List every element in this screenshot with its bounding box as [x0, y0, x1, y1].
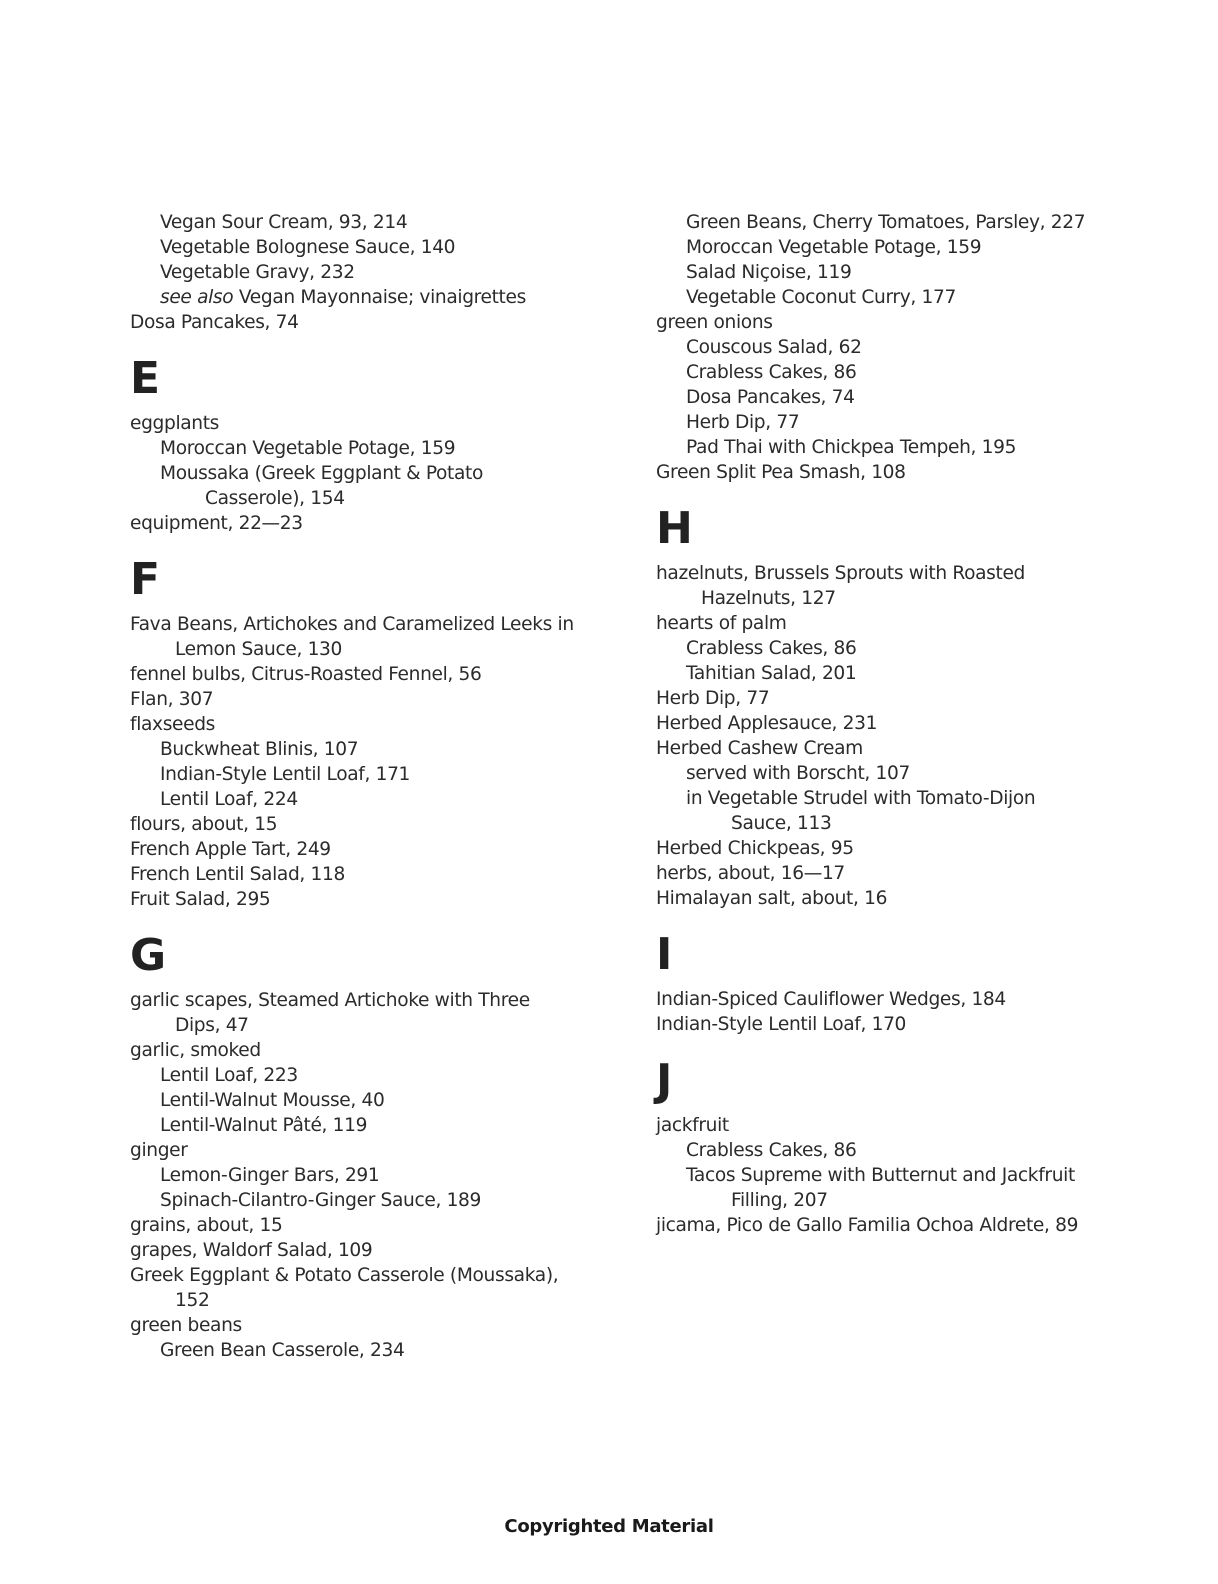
index-entry: French Lentil Salad, 118 — [130, 864, 345, 885]
index-entry: Himalayan salt, about, 16 — [656, 888, 888, 909]
index-subentry: Lentil-Walnut Pâté, 119 — [160, 1115, 368, 1136]
index-entry: Fava Beans, Artichokes and Caramelized Leeks in — [130, 614, 574, 635]
index-entry-continuation: Hazelnuts, 127 — [701, 588, 836, 609]
index-entry: green onions — [656, 312, 773, 333]
index-see-also — [130, 285, 610, 310]
index-entry: Fruit Salad, 295 — [130, 889, 271, 910]
index-entry: jackfruit — [656, 1115, 729, 1136]
section-letter-heading: G — [130, 930, 166, 981]
index-entry-continuation: Sauce, 113 — [731, 813, 832, 834]
index-subentry: Indian-Style Lentil Loaf, 171 — [160, 764, 411, 785]
index-entry: grains, about, 15 — [130, 1215, 283, 1236]
index-entry: flours, about, 15 — [130, 814, 278, 835]
index-entry: Herbed Chickpeas, 95 — [656, 838, 854, 859]
index-entry: fennel bulbs, Citrus-Roasted Fennel, 56 — [130, 664, 482, 685]
index-entry: Herbed Cashew Cream — [656, 738, 863, 759]
index-subentry: Tahitian Salad, 201 — [686, 663, 857, 684]
see-also-label: see also — [160, 287, 234, 308]
index-entry: Green Split Pea Smash, 108 — [656, 462, 906, 483]
index-subentry: Lemon-Ginger Bars, 291 — [160, 1165, 380, 1186]
index-entry: jicama, Pico de Gallo Familia Ochoa Aldrete, 89 — [656, 1215, 1079, 1236]
index-subentry: Vegetable Coconut Curry, 177 — [686, 287, 956, 308]
index-entry-continuation: Lemon Sauce, 130 — [175, 639, 343, 660]
index-subentry: Couscous Salad, 62 — [686, 337, 862, 358]
index-entry: flaxseeds — [130, 714, 216, 735]
index-subentry: Moussaka (Greek Eggplant & Potato — [160, 463, 484, 484]
index-entry: herbs, about, 16—17 — [656, 863, 845, 884]
index-subentry: Lentil Loaf, 223 — [160, 1065, 298, 1086]
index-subentry: Lentil-Walnut Mousse, 40 — [160, 1090, 385, 1111]
index-entry: green beans — [130, 1315, 242, 1336]
section-letter-heading: E — [130, 353, 160, 404]
index-subentry: Tacos Supreme with Butternut and Jackfruit — [686, 1165, 1075, 1186]
index-entry-continuation: Filling, 207 — [731, 1190, 828, 1211]
index-entry: French Apple Tart, 249 — [130, 839, 331, 860]
index-entry-continuation: Dips, 47 — [175, 1015, 249, 1036]
index-subentry: served with Borscht, 107 — [686, 763, 910, 784]
index-column-right — [656, 210, 1106, 1238]
index-entry: eggplants — [130, 413, 220, 434]
index-subentry: Green Bean Casserole, 234 — [160, 1340, 405, 1361]
section-letter-heading: F — [130, 554, 160, 605]
index-entry-continuation: Casserole), 154 — [205, 488, 345, 509]
index-entry: garlic, smoked — [130, 1040, 261, 1061]
index-subentry: Vegan Sour Cream, 93, 214 — [160, 212, 408, 233]
index-entry: Flan, 307 — [130, 689, 214, 710]
index-subentry: Green Beans, Cherry Tomatoes, Parsley, 227 — [686, 212, 1086, 233]
index-subentry: Buckwheat Blinis, 107 — [160, 739, 359, 760]
index-subentry: Crabless Cakes, 86 — [686, 1140, 857, 1161]
index-entry: Indian-Spiced Cauliflower Wedges, 184 — [656, 989, 1006, 1010]
index-subentry: Crabless Cakes, 86 — [686, 638, 857, 659]
index-subentry: in Vegetable Strudel with Tomato-Dijon — [686, 788, 1036, 809]
index-entry: Indian-Style Lentil Loaf, 170 — [656, 1014, 907, 1035]
index-entry: equipment, 22—23 — [130, 513, 303, 534]
index-entry: Herbed Applesauce, 231 — [656, 713, 878, 734]
index-entry: hazelnuts, Brussels Sprouts with Roasted — [656, 563, 1025, 584]
index-subentry: Pad Thai with Chickpea Tempeh, 195 — [686, 437, 1017, 458]
index-subentry: Dosa Pancakes, 74 — [686, 387, 855, 408]
section-letter-heading: J — [656, 1055, 672, 1106]
index-entry: ginger — [130, 1140, 188, 1161]
index-subentry: Moroccan Vegetable Potage, 159 — [160, 438, 456, 459]
index-entry: Greek Eggplant & Potato Casserole (Moussaka), — [130, 1265, 559, 1286]
index-subentry: Herb Dip, 77 — [686, 412, 800, 433]
index-subentry: Vegetable Gravy, 232 — [160, 262, 355, 283]
index-entry: Herb Dip, 77 — [656, 688, 770, 709]
index-subentry: Spinach-Cilantro-Ginger Sauce, 189 — [160, 1190, 482, 1211]
see-also-text: Vegan Mayonnaise; vinaigrettes — [233, 287, 526, 308]
index-subentry: Salad Niçoise, 119 — [686, 262, 852, 283]
index-entry: hearts of palm — [656, 613, 787, 634]
index-subentry: Moroccan Vegetable Potage, 159 — [686, 237, 982, 258]
section-letter-heading: H — [656, 503, 692, 554]
index-entry: grapes, Waldorf Salad, 109 — [130, 1240, 373, 1261]
index-subentry: Vegetable Bolognese Sauce, 140 — [160, 237, 456, 258]
index-entry-continuation: 152 — [175, 1290, 210, 1311]
section-letter-heading: I — [656, 929, 672, 980]
index-subentry: Lentil Loaf, 224 — [160, 789, 298, 810]
index-subentry: Crabless Cakes, 86 — [686, 362, 857, 383]
index-entry: garlic scapes, Steamed Artichoke with Three — [130, 990, 530, 1011]
index-column-left — [130, 210, 610, 1363]
index-entry: Dosa Pancakes, 74 — [130, 312, 299, 333]
copyright-footer: Copyrighted Material — [504, 1516, 714, 1537]
